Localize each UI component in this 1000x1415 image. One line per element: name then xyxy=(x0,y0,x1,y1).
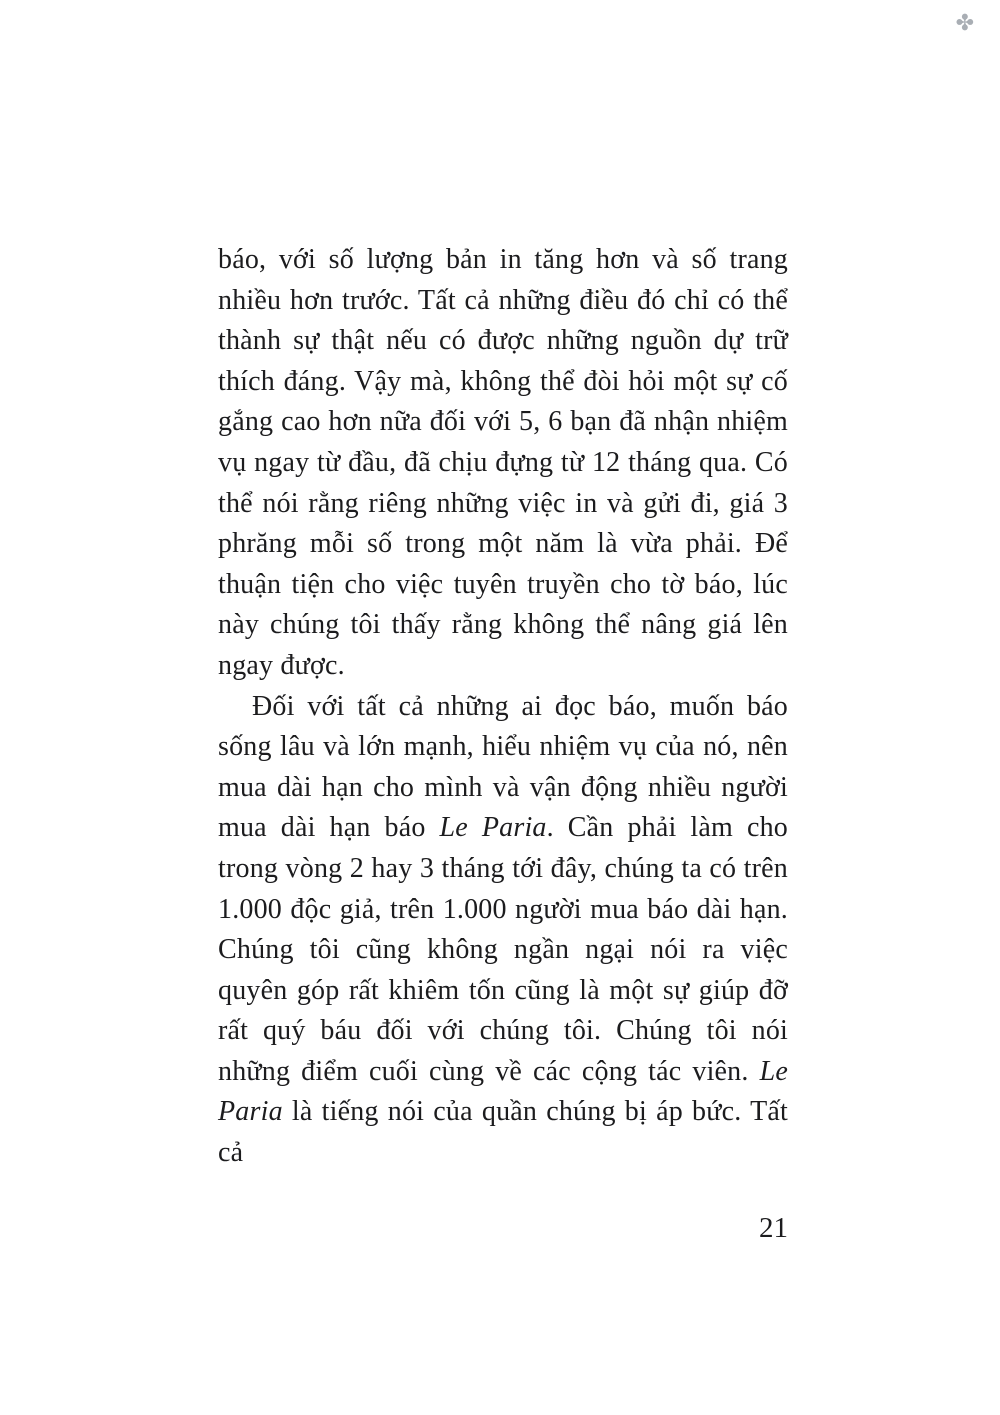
text-run: . Cần phải làm cho trong vòng 2 hay 3 tháng tới đây, chúng ta có trên 1.000 độc giả, trên 1.000 người mua báo dài hạn. Chúng tôi cũng không ngần ngại nói ra việc quyên góp rất khiêm tốn cũng là một sự giúp đỡ rất quý báu đối với chúng tôi. Chúng tôi nói những điểm cuối cùng về các cộng tác viên. xyxy=(218,812,788,1087)
italic-run: Le Paria xyxy=(218,1055,788,1128)
text-block xyxy=(218,240,788,1174)
italic-run: Le Paria xyxy=(439,812,547,844)
text-run: là tiếng nói của quần chúng bị áp bức. Tất cả xyxy=(218,1096,788,1169)
paragraph xyxy=(218,240,788,687)
text-run: báo, với số lượng bản in tăng hơn và số trang nhiều hơn trước. Tất cả những điều đó chỉ có thể thành sự thật nếu có được những nguồn dự trữ thích đáng. Vậy mà, không thể đòi hỏi một sự cố gắng cao hơn nữa đối với 5, 6 bạn đã nhận nhiệm vụ ngay từ đầu, đã chịu đựng từ 12 tháng qua. Có thể nói rằng riêng những việc in và gửi đi, giá 3 phrăng mỗi số trong một năm là vừa phải. Để thuận tiện cho việc tuyên truyền cho tờ báo, lúc này chúng tôi thấy rằng không thể nâng giá lên ngay được. xyxy=(218,244,788,681)
text-run: Đối với tất cả những ai đọc báo, muốn báo sống lâu và lớn mạnh, hiểu nhiệm vụ của nó, nên mua dài hạn cho mình và vận động nhiều người mua dài hạn báo xyxy=(218,690,788,844)
page-number: 21 xyxy=(759,1212,788,1244)
paragraph xyxy=(218,687,788,1174)
flower-ornament-icon: ✤ xyxy=(955,10,974,35)
